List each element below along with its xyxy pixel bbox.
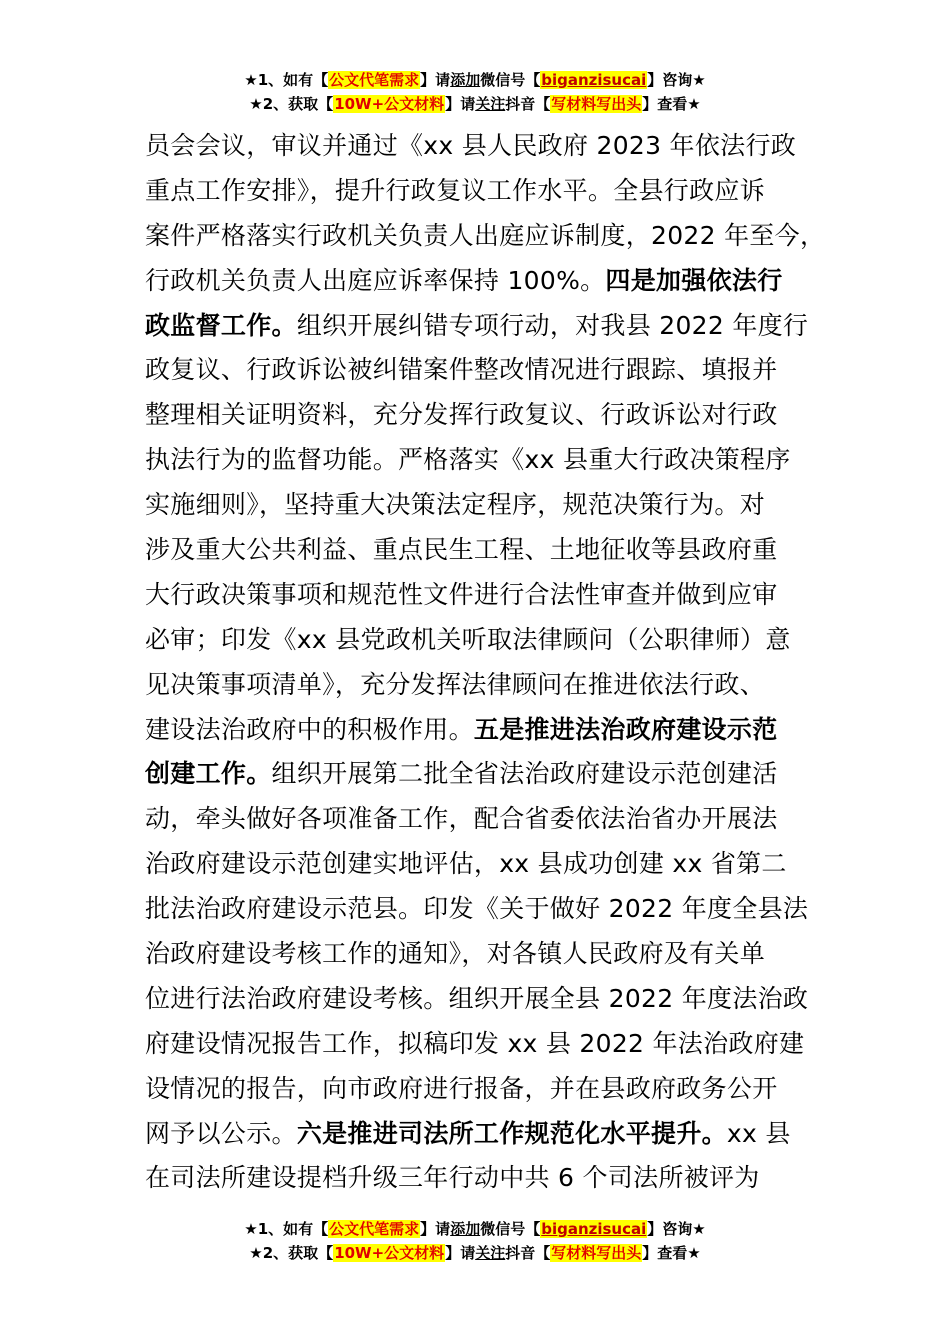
- body-text-segment: 位进行法治政府建设考核。组织开展全县 2022 年度法治政: [145, 983, 809, 1013]
- banner-text: 】请: [420, 1220, 451, 1238]
- body-line: [145, 1156, 825, 1201]
- banner-text: ★2、获取【: [249, 1244, 334, 1262]
- body-text-segment: 大行政决策事项和规范性文件进行合法性审查并做到应审: [145, 579, 778, 609]
- banner-text: ★1、如有【: [244, 1220, 329, 1238]
- body-text-segment: 批法治政府建设示范县。印发《关于做好 2022 年度全县法: [145, 894, 809, 924]
- body-line: [145, 528, 825, 573]
- body-line: [145, 438, 825, 483]
- body-text-segment: 组织开展纠错专项行动，对我县 2022 年度行: [296, 310, 809, 340]
- header-banner: [0, 68, 950, 116]
- bold-heading-text: 政监督工作。: [145, 310, 297, 340]
- body-line: [145, 663, 825, 708]
- body-text-segment: 必审；印发《xx 县党政机关听取法律顾问（公职律师）意: [145, 624, 791, 654]
- banner-text: ★1、如有【: [244, 71, 329, 89]
- materials-highlight: 10W+公文材料: [334, 1244, 445, 1262]
- banner-text: 抖音【: [505, 95, 551, 113]
- body-line: [145, 1022, 825, 1067]
- body-line: [145, 618, 825, 663]
- body-text-segment: 治政府建设示范创建实地评估，xx 县成功创建 xx 省第二: [145, 849, 787, 879]
- body-text-segment: 重点工作安排》，提升行政复议工作水平。全县行政应诉: [145, 175, 766, 205]
- body-text-segment: 执法行为的监督功能。严格落实《xx 县重大行政决策程序: [145, 445, 791, 475]
- body-line: [145, 348, 825, 393]
- body-line: [145, 304, 825, 349]
- bold-heading-text: 六是推进司法所工作规范化水平提升。: [296, 1118, 727, 1148]
- banner-text: 】请: [420, 71, 451, 89]
- banner-line-2: [0, 92, 950, 116]
- wechat-id-link[interactable]: biganzisucai: [541, 71, 647, 89]
- service-highlight: 公文代笔需求: [329, 71, 420, 89]
- banner-text: 】咨询★: [647, 71, 706, 89]
- body-text-segment: xx 县: [726, 1118, 791, 1148]
- body-line: [145, 483, 825, 528]
- banner-text: 】查看★: [642, 1244, 701, 1262]
- body-text-segment: 员会会议，审议并通过《xx 县人民政府 2023 年依法行政: [145, 131, 797, 160]
- banner-line-2: [0, 1241, 950, 1265]
- body-line: [145, 1067, 825, 1112]
- add-text: 添加: [450, 71, 481, 89]
- douyin-account-highlight: 写材料写出头: [551, 1244, 642, 1262]
- wechat-id-link[interactable]: biganzisucai: [541, 1220, 647, 1238]
- bold-heading-text: 四是加强依法行: [605, 265, 783, 295]
- body-text-segment: 在司法所建设提档升级三年行动中共 6 个司法所被评为: [145, 1163, 760, 1193]
- banner-text: 】查看★: [642, 95, 701, 113]
- banner-text: 微信号【: [480, 71, 541, 89]
- body-text-segment: 政复议、行政诉讼被纠错案件整改情况进行跟踪、填报并: [145, 355, 778, 385]
- body-line: [145, 887, 825, 932]
- body-text-segment: 见决策事项清单》，充分发挥法律顾问在推进依法行政、: [145, 669, 766, 699]
- body-line: [145, 708, 825, 753]
- body-line: [145, 259, 825, 304]
- body-text-segment: 治政府建设考核工作的通知》，对各镇人民政府及有关单: [145, 939, 766, 969]
- body-line: [145, 573, 825, 618]
- service-highlight: 公文代笔需求: [329, 1220, 420, 1238]
- banner-text: 】请: [445, 1244, 476, 1262]
- body-text-segment: 组织开展第二批全省法治政府建设示范创建活: [271, 759, 778, 789]
- body-line: [145, 932, 825, 977]
- banner-text: 】请: [445, 95, 476, 113]
- body-line: [145, 797, 825, 842]
- body-text-segment: 整理相关证明资料，充分发挥行政复议、行政诉讼对行政: [145, 400, 778, 430]
- footer-banner: [0, 1217, 950, 1265]
- follow-text: 关注: [475, 95, 506, 113]
- body-line: [145, 214, 825, 259]
- bold-heading-text: 五是推进法治政府建设示范: [473, 714, 778, 744]
- document-body: [145, 124, 825, 1201]
- body-text-segment: 府建设情况报告工作，拟稿印发 xx 县 2022 年法治政府建: [145, 1028, 805, 1058]
- body-line: [145, 977, 825, 1022]
- body-line: [145, 169, 825, 214]
- body-text-segment: 建设法治政府中的积极作用。: [145, 714, 474, 744]
- body-line: [145, 842, 825, 887]
- banner-text: 抖音【: [505, 1244, 551, 1262]
- body-line: [145, 124, 825, 169]
- douyin-account-highlight: 写材料写出头: [551, 95, 642, 113]
- body-text-segment: 案件严格落实行政机关负责人出庭应诉制度，2022 年至今，: [145, 220, 826, 250]
- banner-line-1: [0, 68, 950, 92]
- bold-heading-text: 创建工作。: [145, 759, 272, 789]
- banner-line-1: [0, 1217, 950, 1241]
- banner-text: 微信号【: [480, 1220, 541, 1238]
- follow-text: 关注: [475, 1244, 506, 1262]
- add-text: 添加: [450, 1220, 481, 1238]
- materials-highlight: 10W+公文材料: [334, 95, 445, 113]
- body-line: [145, 393, 825, 438]
- banner-text: 】咨询★: [647, 1220, 706, 1238]
- body-line: [145, 1112, 825, 1157]
- body-text-segment: 动，牵头做好各项准备工作，配合省委依法治省办开展法: [145, 804, 778, 834]
- body-text-segment: 实施细则》，坚持重大决策法定程序，规范决策行为。对: [145, 490, 766, 520]
- body-text-segment: 行政机关负责人出庭应诉率保持 100%。: [145, 265, 606, 295]
- body-text-segment: 设情况的报告，向市政府进行报备，并在县政府政务公开: [145, 1073, 778, 1103]
- body-text-segment: 涉及重大公共利益、重点民生工程、土地征收等县政府重: [145, 535, 778, 565]
- banner-text: ★2、获取【: [249, 95, 334, 113]
- body-text-segment: 网予以公示。: [145, 1118, 297, 1148]
- body-line: [145, 752, 825, 797]
